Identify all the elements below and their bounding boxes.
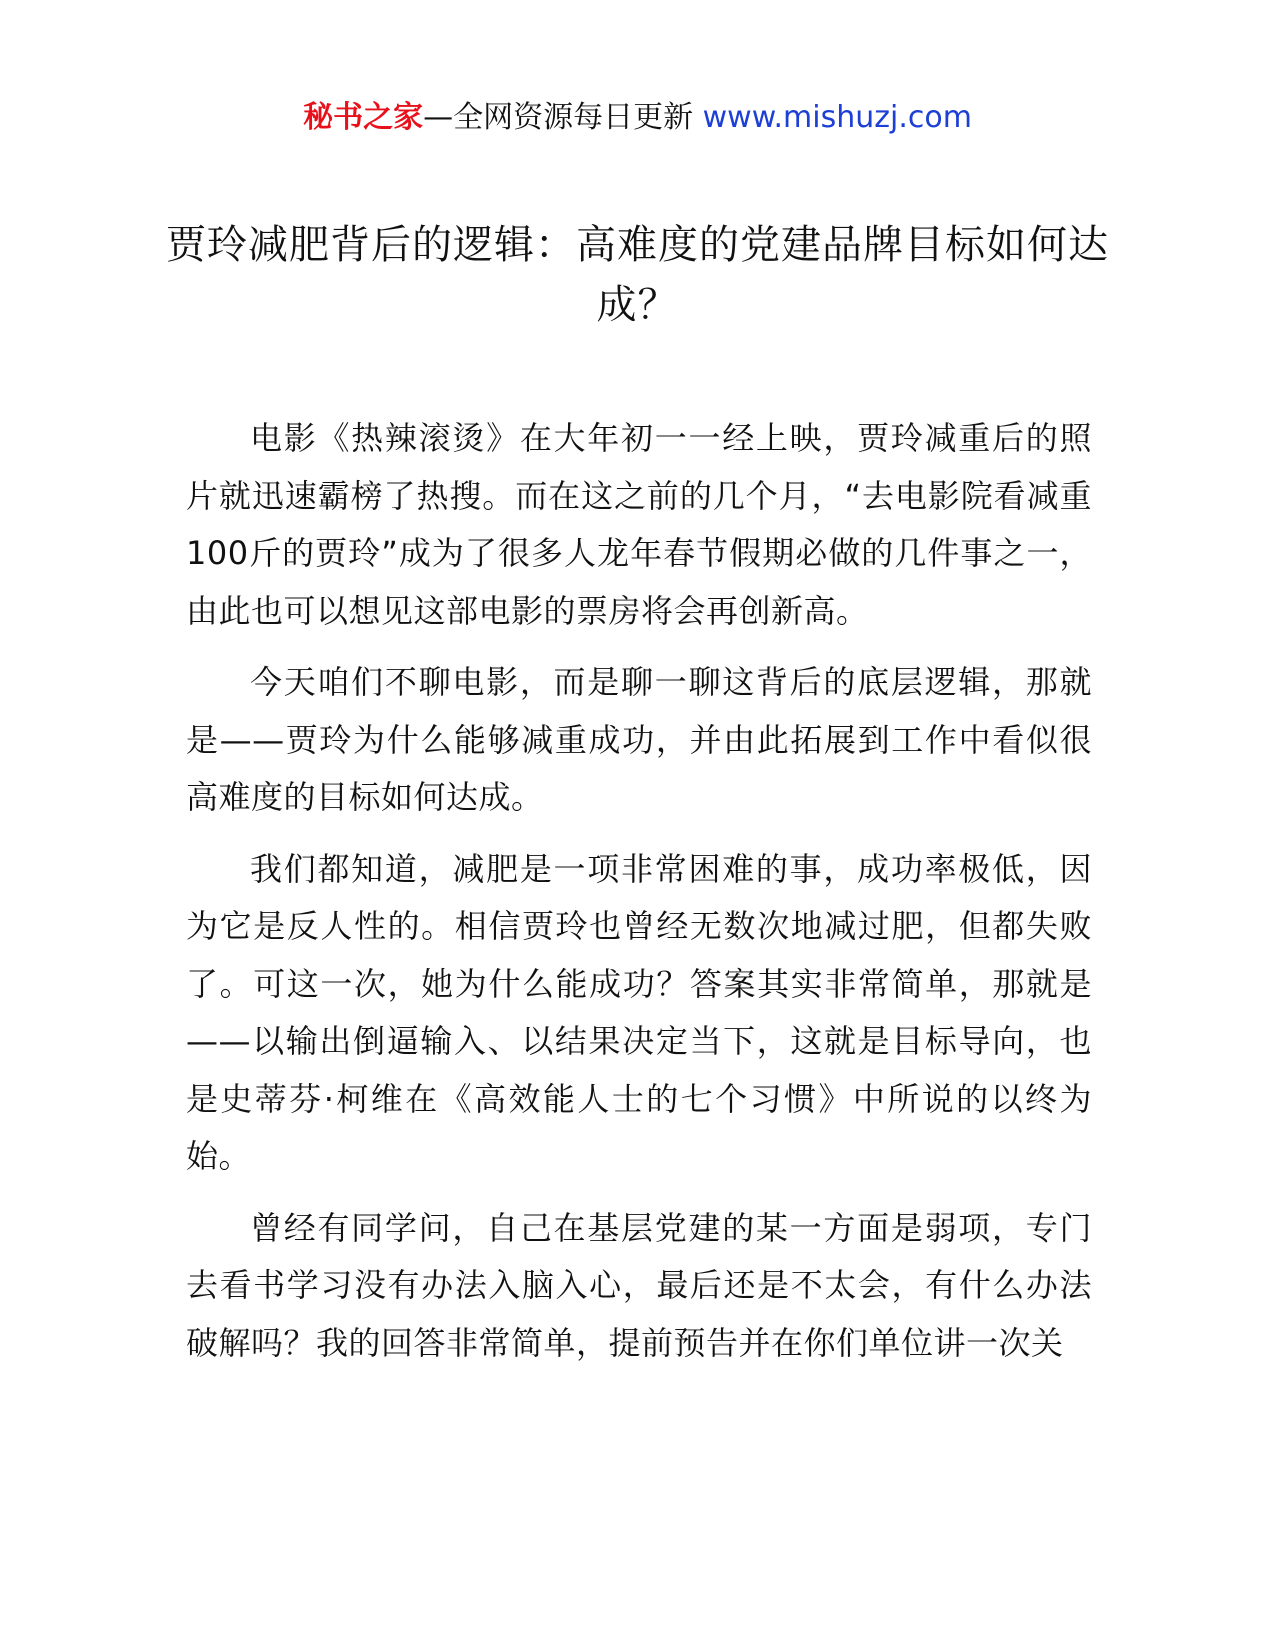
site-slogan: —全网资源每日更新 xyxy=(423,100,694,135)
paragraph: 今天咱们不聊电影，而是聊一聊这背后的底层逻辑，那就是——贾玲为什么能够减重成功，并由此拓展到工作中看似很高难度的目标如何达成。 xyxy=(186,663,1092,816)
site-brand: 秘书之家 xyxy=(303,100,424,135)
document-body xyxy=(186,410,1092,1386)
site-url-link[interactable]: www.mishuzj.com xyxy=(702,100,972,135)
paragraph: 我们都知道，减肥是一项非常困难的事，成功率极低，因为它是反人性的。相信贾玲也曾经无数次地减过肥，但都失败了。可这一次，她为什么能成功？答案其实非常简单，那就是——以输出倒逼输入、以结果决定当下，这就是目标导向，也是史蒂芬·柯维在《高效能人士的七个习惯》中所说的以终为始。 xyxy=(186,849,1092,1175)
paragraph: 曾经有同学问，自己在基层党建的某一方面是弱项，专门去看书学习没有办法入脑入心，最后还是不太会，有什么办法破解吗？我的回答非常简单，提前预告并在你们单位讲一次关 xyxy=(186,1208,1092,1362)
site-header xyxy=(0,96,1275,140)
paragraph: 电影《热辣滚烫》在大年初一一经上映，贾玲减重后的照片就迅速霸榜了热搜。而在这之前的几个月，“去电影院看减重100斤的贾玲”成为了很多人龙年春节假期必做的几件事之一，由此也可以想见这部电影的票房将会再创新高。 xyxy=(186,419,1092,630)
document-title: 贾玲减肥背后的逻辑：高难度的党建品牌目标如何达成？ xyxy=(166,222,1109,328)
